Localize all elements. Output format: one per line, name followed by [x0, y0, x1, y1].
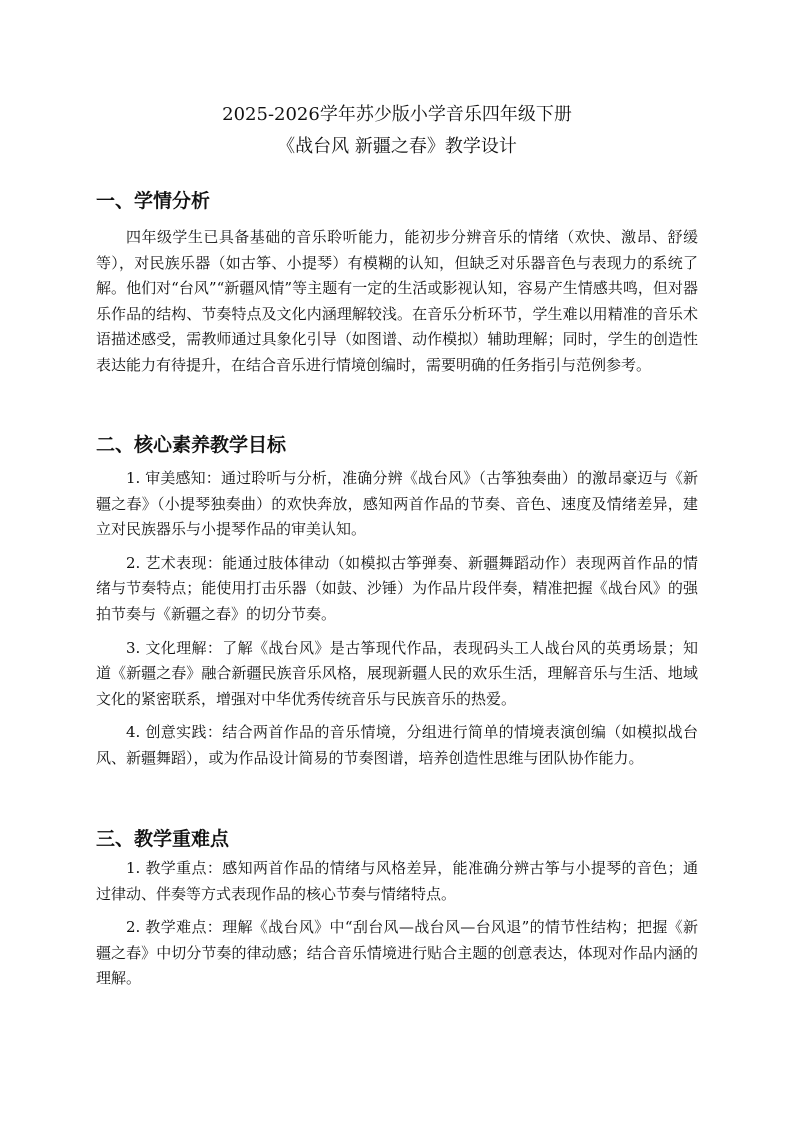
- difficult-point: 2. 教学难点：理解《战台风》中“刮台风—战台风—台风退”的情节性结构；把握《新疆之春》中切分节奏的律动感；结合音乐情境进行贴合主题的创意表达，体现对作品内涵的理解。: [96, 918, 698, 988]
- section-heading-student-analysis: 一、学情分析: [96, 190, 211, 212]
- key-point: 1. 教学重点：感知两首作品的情绪与风格差异，能准确分辨古筝与小提琴的音色；通过律动、伴奏等方式表现作品的核心节奏与情绪特点。: [96, 859, 698, 903]
- goal-aesthetic-perception: 1. 审美感知：通过聆听与分析，准确分辨《战台风》（古筝独奏曲）的激昂豪迈与《新疆之春》（小提琴独奏曲）的欢快奔放，感知两首作品的节奏、音色、速度及情绪差异，建立对民族器乐与小提琴作品的审美认知。: [96, 469, 698, 539]
- goal-cultural-understanding: 3. 文化理解：了解《战台风》是古筝现代作品，表现码头工人战台风的英勇场景；知道《新疆之春》融合新疆民族音乐风格，展现新疆人民的欢乐生活，理解音乐与生活、地域文化的紧密联系，增强对中华优秀传统音乐与民族音乐的热爱。: [96, 638, 698, 708]
- paragraph: 四年级学生已具备基础的音乐聆听能力，能初步分辨音乐的情绪（欢快、激昂、舒缓等），对民族乐器（如古筝、小提琴）有模糊的认知，但缺乏对乐器音色与表现力的系统了解。他们对“台风”“新疆风情”等主题有一定的生活或影视认知，容易产生情感共鸣，但对器乐作品的结构、节奏特点及文化内涵理解较浅。在音乐分析环节，学生难以用精准的音乐术语描述感受，需教师通过具象化引导（如图谱、动作模拟）辅助理解；同时，学生的创造性表达能力有待提升，在结合音乐进行情境创编时，需要明确的任务指引与范例参考。: [96, 228, 698, 374]
- section-body-teaching-goals: [96, 466, 698, 772]
- document-title-line1: 2025-2026学年苏少版小学音乐四年级下册: [222, 104, 572, 125]
- section-heading-key-points: 三、教学重难点: [96, 828, 230, 850]
- section-heading-teaching-goals: 二、核心素养教学目标: [96, 434, 287, 456]
- section-body-student-analysis: [96, 225, 698, 379]
- section-body-key-points: [96, 856, 698, 992]
- document-title-line2: 《战台风 新疆之春》教学设计: [277, 136, 517, 157]
- goal-artistic-expression: 2. 艺术表现：能通过肢体律动（如模拟古筝弹奏、新疆舞蹈动作）表现两首作品的情绪与节奏特点；能使用打击乐器（如鼓、沙锤）为作品片段伴奏，精准把握《战台风》的强拍节奏与《新疆之春》的切分节奏。: [96, 553, 698, 623]
- goal-creative-practice: 4. 创意实践：结合两首作品的音乐情境，分组进行简单的情境表演创编（如模拟战台风、新疆舞蹈），或为作品设计简易的节奏图谱，培养创造性思维与团队协作能力。: [96, 723, 698, 767]
